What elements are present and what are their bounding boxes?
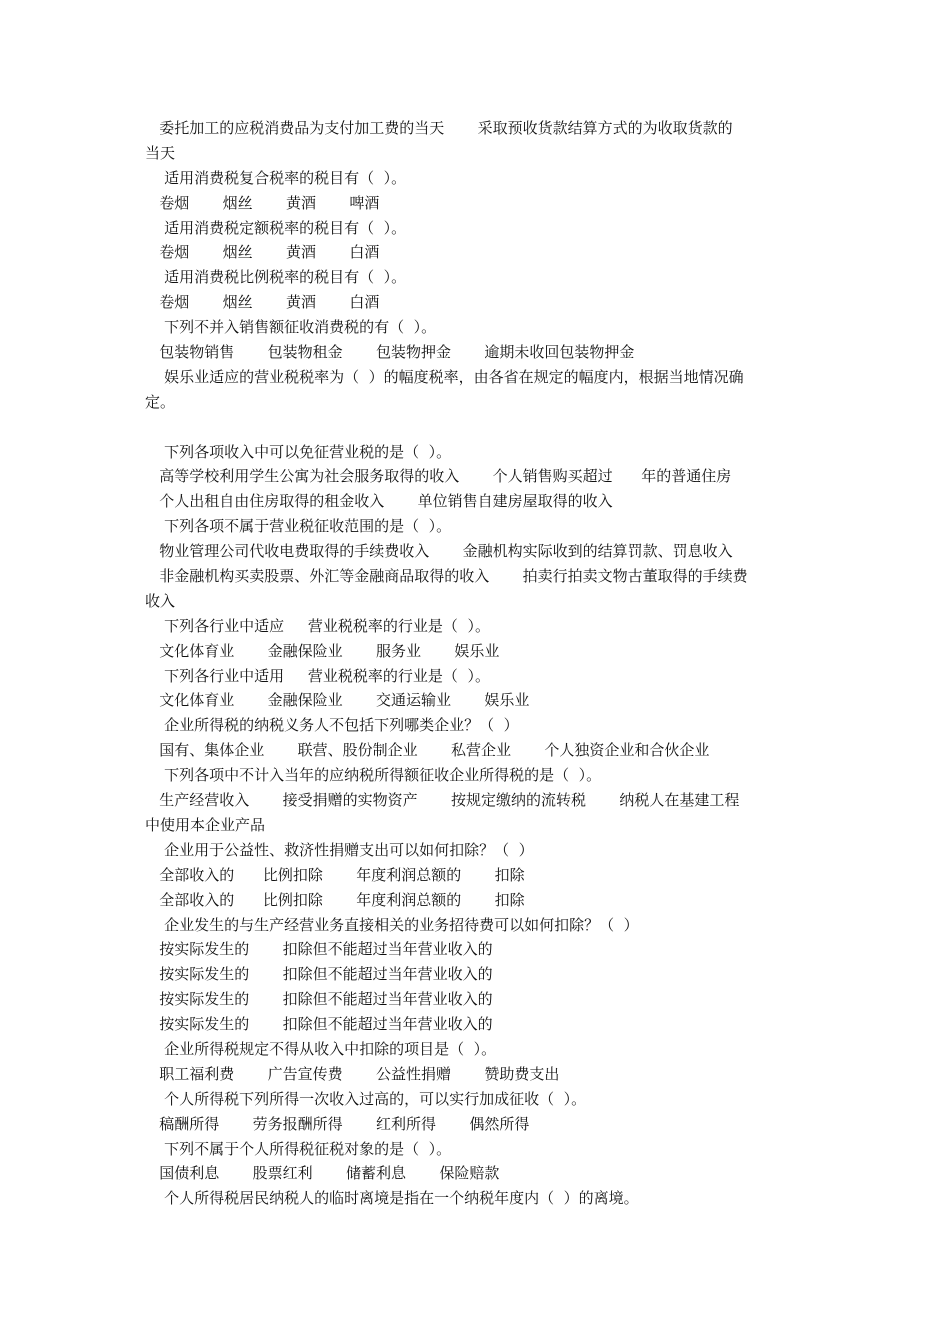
text-line: 下列各项收入中可以免征营业税的是（ ）。 [145,442,452,461]
text-line: 企业用于公益性、救济性捐赠支出可以如何扣除？（ ） [145,840,534,859]
text-line: 收入 [145,591,176,610]
text-line: 个人所得税居民纳税人的临时离境是指在一个纳税年度内（ ）的离境。 [145,1189,639,1208]
text-line: 娱乐业适应的营业税税率为（ ）的幅度税率，由各省在规定的幅度内，根据当地情况确 [145,367,744,386]
text-line: 物业管理公司代收电费取得的手续费收入 金融机构实际收到的结算罚款、罚息收入 [145,542,733,561]
text-line: 下列各行业中适用 营业税税率的行业是（ ）。 [145,666,490,685]
text-line: 国有、集体企业 联营、股份制企业 私营企业 个人独资企业和合伙企业 [145,741,710,760]
text-line: 按实际发生的 扣除但不能超过当年营业收入的 [145,1015,493,1034]
text-line: 适用消费税复合税率的税目有（ ）。 [145,168,407,187]
document-body [145,116,810,1211]
text-line: 生产经营收入 接受捐赠的实物资产 按规定缴纳的流转税 纳税人在基建工程 [145,791,740,810]
text-line: 适用消费税定额税率的税目有（ ）。 [145,218,407,237]
text-line: 卷烟 烟丝 黄酒 白酒 [145,243,380,262]
text-line: 职工福利费 广告宣传费 公益性捐赠 赞助费支出 [145,1064,560,1083]
text-line: 按实际发生的 扣除但不能超过当年营业收入的 [145,990,493,1009]
text-line: 委托加工的应税消费品为支付加工费的当天 采取预收货款结算方式的为收取货款的 [145,119,733,137]
text-line: 当天 [145,143,176,162]
blank-line [145,415,810,440]
text-line: 包装物销售 包装物租金 包装物押金 逾期未收回包装物押金 [145,343,635,362]
text-line: 全部收入的 比例扣除 年度利润总额的 扣除 [145,890,525,909]
text-line: 下列不属于个人所得税征税对象的是（ ）。 [145,1139,452,1158]
text-line: 非金融机构买卖股票、外汇等金融商品取得的收入 拍卖行拍卖文物古董取得的手续费 [145,567,748,586]
text-line: 下列各项不属于营业税征收范围的是（ ）。 [145,517,452,536]
text-line: 下列各行业中适应 营业税税率的行业是（ ）。 [145,616,490,635]
text-line: 卷烟 烟丝 黄酒 啤酒 [145,193,380,212]
text-line: 定。 [145,392,176,411]
text-line: 国债利息 股票红利 储蓄利息 保险赔款 [145,1164,500,1183]
text-line: 企业发生的与生产经营业务直接相关的业务招待费可以如何扣除？（ ） [145,915,639,934]
text-line: 下列不并入销售额征收消费税的有（ ）。 [145,318,437,337]
text-line: 中使用本企业产品 [145,815,266,834]
text-line: 企业所得税的纳税义务人不包括下列哪类企业？（ ） [145,716,519,735]
text-line: 高等学校利用学生公寓为社会服务取得的收入 个人销售购买超过 年的普通住房 [145,467,732,486]
text-line: 个人所得税下列所得一次收入过高的，可以实行加成征收（ ）。 [145,1089,587,1108]
text-line: 卷烟 烟丝 黄酒 白酒 [145,293,380,312]
text-line: 企业所得税规定不得从收入中扣除的项目是（ ）。 [145,1039,497,1058]
text-line: 按实际发生的 扣除但不能超过当年营业收入的 [145,940,493,959]
text-line: 文化体育业 金融保险业 交通运输业 娱乐业 [145,691,530,710]
text-line: 适用消费税比例税率的税目有（ ）。 [145,268,407,287]
text-line: 文化体育业 金融保险业 服务业 娱乐业 [145,641,500,660]
text-line: 下列各项中不计入当年的应纳税所得额征收企业所得税的是（ ）。 [145,766,602,785]
text-line: 个人出租自由住房取得的租金收入 单位销售自建房屋取得的收入 [145,492,613,511]
text-line: 全部收入的 比例扣除 年度利润总额的 扣除 [145,865,525,884]
text-line: 稿酬所得 劳务报酬所得 红利所得 偶然所得 [145,1114,530,1133]
text-line: 按实际发生的 扣除但不能超过当年营业收入的 [145,965,493,984]
